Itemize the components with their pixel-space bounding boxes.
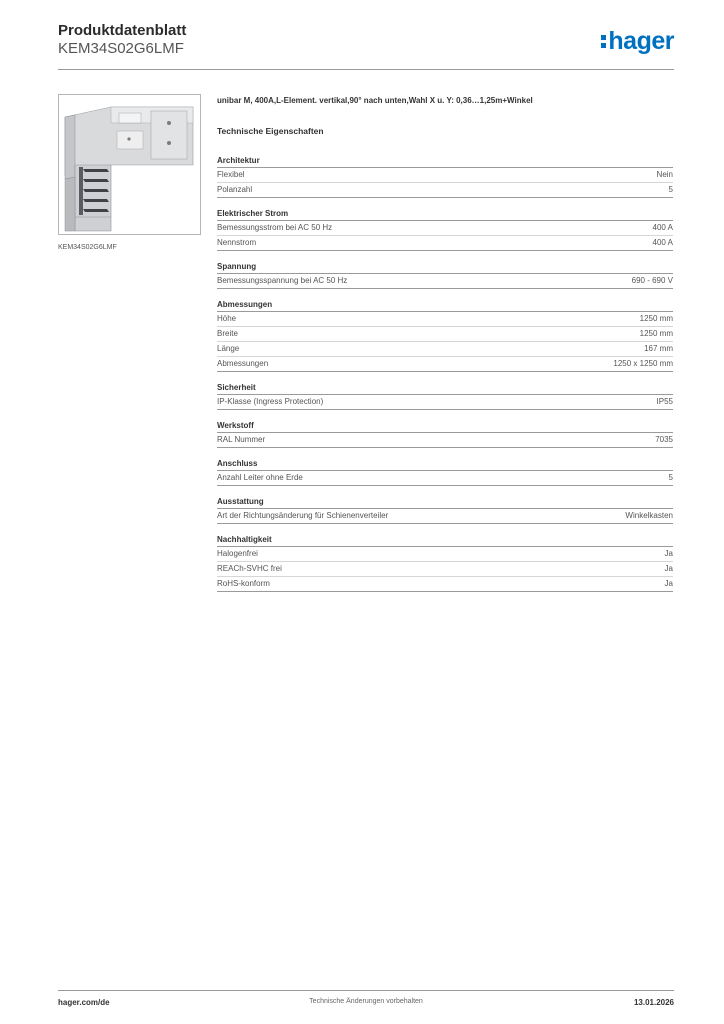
property-label: Halogenfrei: [217, 549, 258, 558]
footer-divider: [58, 990, 674, 991]
property-label: Bemessungsstrom bei AC 50 Hz: [217, 223, 333, 232]
property-label: Breite: [217, 329, 238, 338]
property-value: Ja: [664, 579, 673, 588]
property-group: [217, 458, 673, 486]
property-row: [217, 509, 673, 524]
logo-wordmark: hager: [608, 27, 674, 55]
property-value: 690 - 690 V: [631, 276, 673, 285]
property-row: [217, 577, 673, 592]
property-group: [217, 420, 673, 448]
product-details: [217, 96, 673, 602]
property-value: 1250 x 1250 mm: [613, 359, 673, 368]
section-title: Technische Eigenschaften: [217, 126, 324, 136]
hager-logo: [601, 28, 674, 54]
group-title: Abmessungen: [217, 299, 673, 312]
property-row: [217, 168, 673, 183]
property-value: IP55: [656, 397, 673, 406]
image-caption: KEM34S02G6LMF: [58, 244, 117, 251]
group-title: Sicherheit: [217, 382, 673, 395]
property-value: 5: [668, 185, 673, 194]
footer-website-link[interactable]: hager.com/de: [58, 998, 110, 1007]
group-title: Nachhaltigkeit: [217, 534, 673, 547]
property-value: 167 mm: [644, 344, 673, 353]
property-label: Abmessungen: [217, 359, 269, 368]
property-label: Polanzahl: [217, 185, 253, 194]
page-footer: [58, 998, 674, 1010]
property-label: IP-Klasse (Ingress Protection): [217, 397, 324, 406]
page-title: Produktdatenblatt: [58, 22, 187, 39]
property-value: Nein: [656, 170, 673, 179]
property-row: [217, 183, 673, 198]
property-group: [217, 534, 673, 592]
property-row: [217, 236, 673, 251]
property-label: RoHS-konform: [217, 579, 270, 588]
group-title: Architektur: [217, 155, 673, 168]
property-row: [217, 274, 673, 289]
property-label: Länge: [217, 344, 240, 353]
property-group: [217, 382, 673, 410]
property-row: [217, 395, 673, 410]
group-title: Elektrischer Strom: [217, 208, 673, 221]
property-group: [217, 496, 673, 524]
property-label: Anzahl Leiter ohne Erde: [217, 473, 303, 482]
property-groups: [217, 155, 673, 592]
property-label: Bemessungsspannung bei AC 50 Hz: [217, 276, 348, 285]
property-row: [217, 312, 673, 327]
property-value: Winkelkasten: [625, 511, 673, 520]
header-divider: [58, 69, 674, 70]
property-label: REACh-SVHC frei: [217, 564, 282, 573]
property-row: [217, 471, 673, 486]
property-value: 400 A: [652, 223, 673, 232]
property-row: [217, 547, 673, 562]
busbar-elbow-icon: [59, 95, 200, 234]
logo-dots-icon: [601, 35, 606, 48]
property-row: [217, 221, 673, 236]
property-row: [217, 433, 673, 448]
product-image: [58, 94, 201, 235]
property-value: Ja: [664, 549, 673, 558]
property-row: [217, 327, 673, 342]
property-row: [217, 342, 673, 357]
group-title: Ausstattung: [217, 496, 673, 509]
property-label: Nennstrom: [217, 238, 257, 247]
group-title: Werkstoff: [217, 420, 673, 433]
property-row: [217, 357, 673, 372]
property-label: RAL Nummer: [217, 435, 266, 444]
footer-notice: Technische Änderungen vorbehalten: [309, 998, 423, 1005]
group-title: Spannung: [217, 261, 673, 274]
property-value: Ja: [664, 564, 673, 573]
property-value: 1250 mm: [639, 329, 673, 338]
property-group: [217, 208, 673, 251]
page-header: [58, 22, 674, 70]
product-code: KEM34S02G6LMF: [58, 40, 184, 57]
property-row: [217, 562, 673, 577]
property-group: [217, 155, 673, 198]
property-label: Höhe: [217, 314, 237, 323]
property-value: 5: [668, 473, 673, 482]
property-value: 400 A: [652, 238, 673, 247]
property-group: [217, 299, 673, 372]
property-label: Art der Richtungsänderung für Schienenverteiler: [217, 511, 389, 520]
footer-date: 13.01.2026: [633, 998, 674, 1007]
property-value: 7035: [655, 435, 673, 444]
property-label: Flexibel: [217, 170, 245, 179]
property-value: 1250 mm: [639, 314, 673, 323]
group-title: Anschluss: [217, 458, 673, 471]
product-description: unibar M, 400A,L-Element. vertikal,90° nach unten,Wahl X u. Y: 0,36…1,25m+Winkel: [217, 96, 533, 105]
property-group: [217, 261, 673, 289]
